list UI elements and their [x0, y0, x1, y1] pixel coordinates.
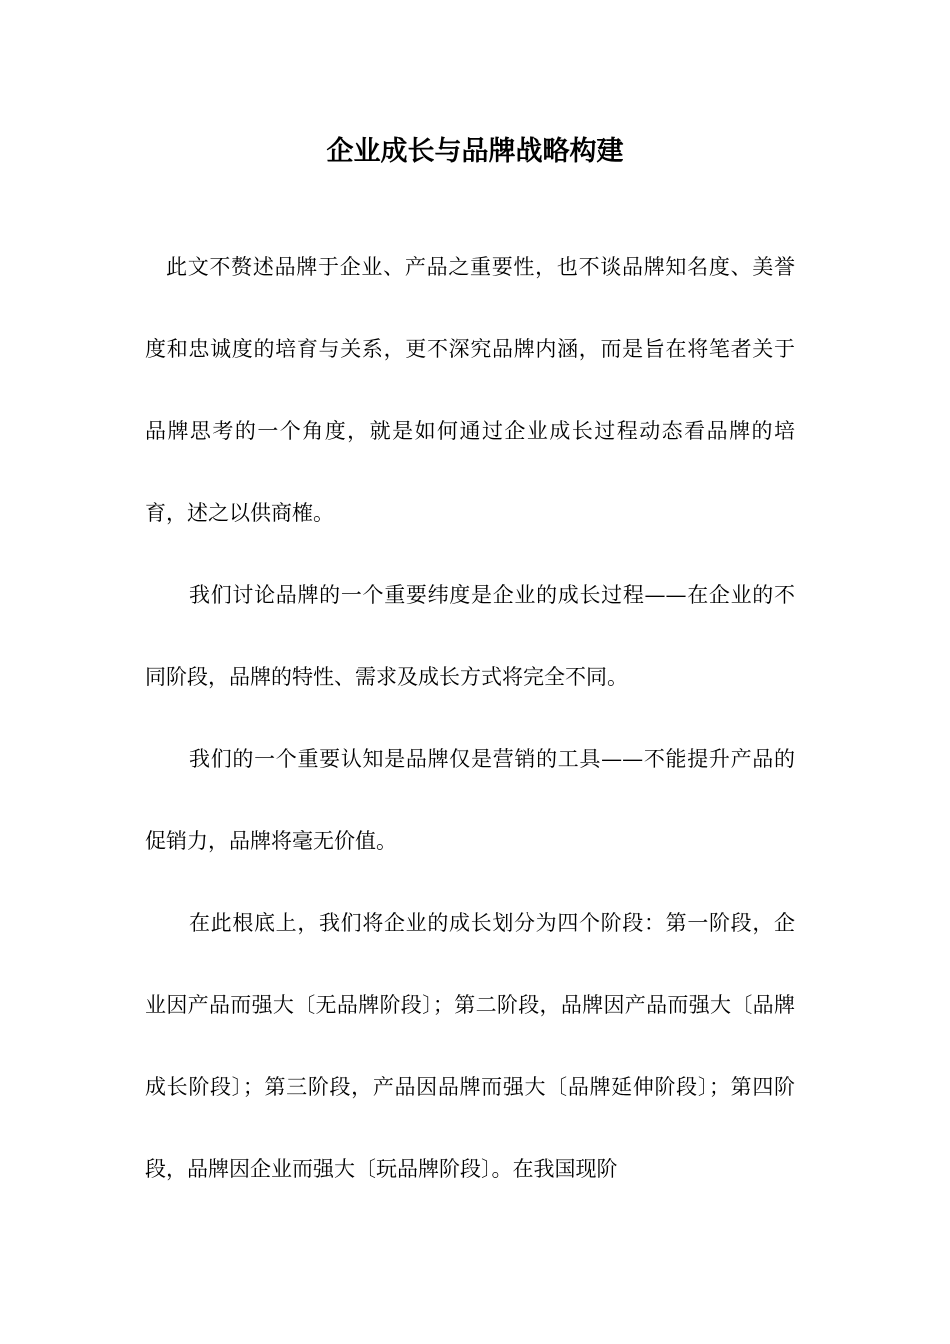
paragraph-four-stages: 在此根底上，我们将企业的成长划分为四个阶段：第一阶段，企业因产品而强大〔无品牌阶段〕；第二阶段，品牌因产品而强大〔品牌成长阶段〕；第三阶段，产品因品牌而强大〔品牌延伸阶段〕；第四阶段，品牌因企业而强大〔玩品牌阶段〕。在我国现阶: [145, 911, 795, 1181]
document-body: [145, 226, 795, 1210]
paragraph-intro: 此文不赘述品牌于企业、产品之重要性，也不谈品牌知名度、美誉度和忠诚度的培育与关系，更不深究品牌内涵，而是旨在将笔者关于品牌思考的一个角度，就是如何通过企业成长过程动态看品牌的培育，述之以供商榷。: [145, 255, 795, 525]
document-title: 企业成长与品牌战略构建: [326, 136, 624, 167]
paragraph-growth-dimension: 我们讨论品牌的一个重要纬度是企业的成长过程——在企业的不同阶段，品牌的特性、需求及成长方式将完全不同。: [145, 583, 795, 689]
paragraph-brand-tool: 我们的一个重要认知是品牌仅是营销的工具——不能提升产品的促销力，品牌将毫无价值。: [145, 747, 795, 853]
